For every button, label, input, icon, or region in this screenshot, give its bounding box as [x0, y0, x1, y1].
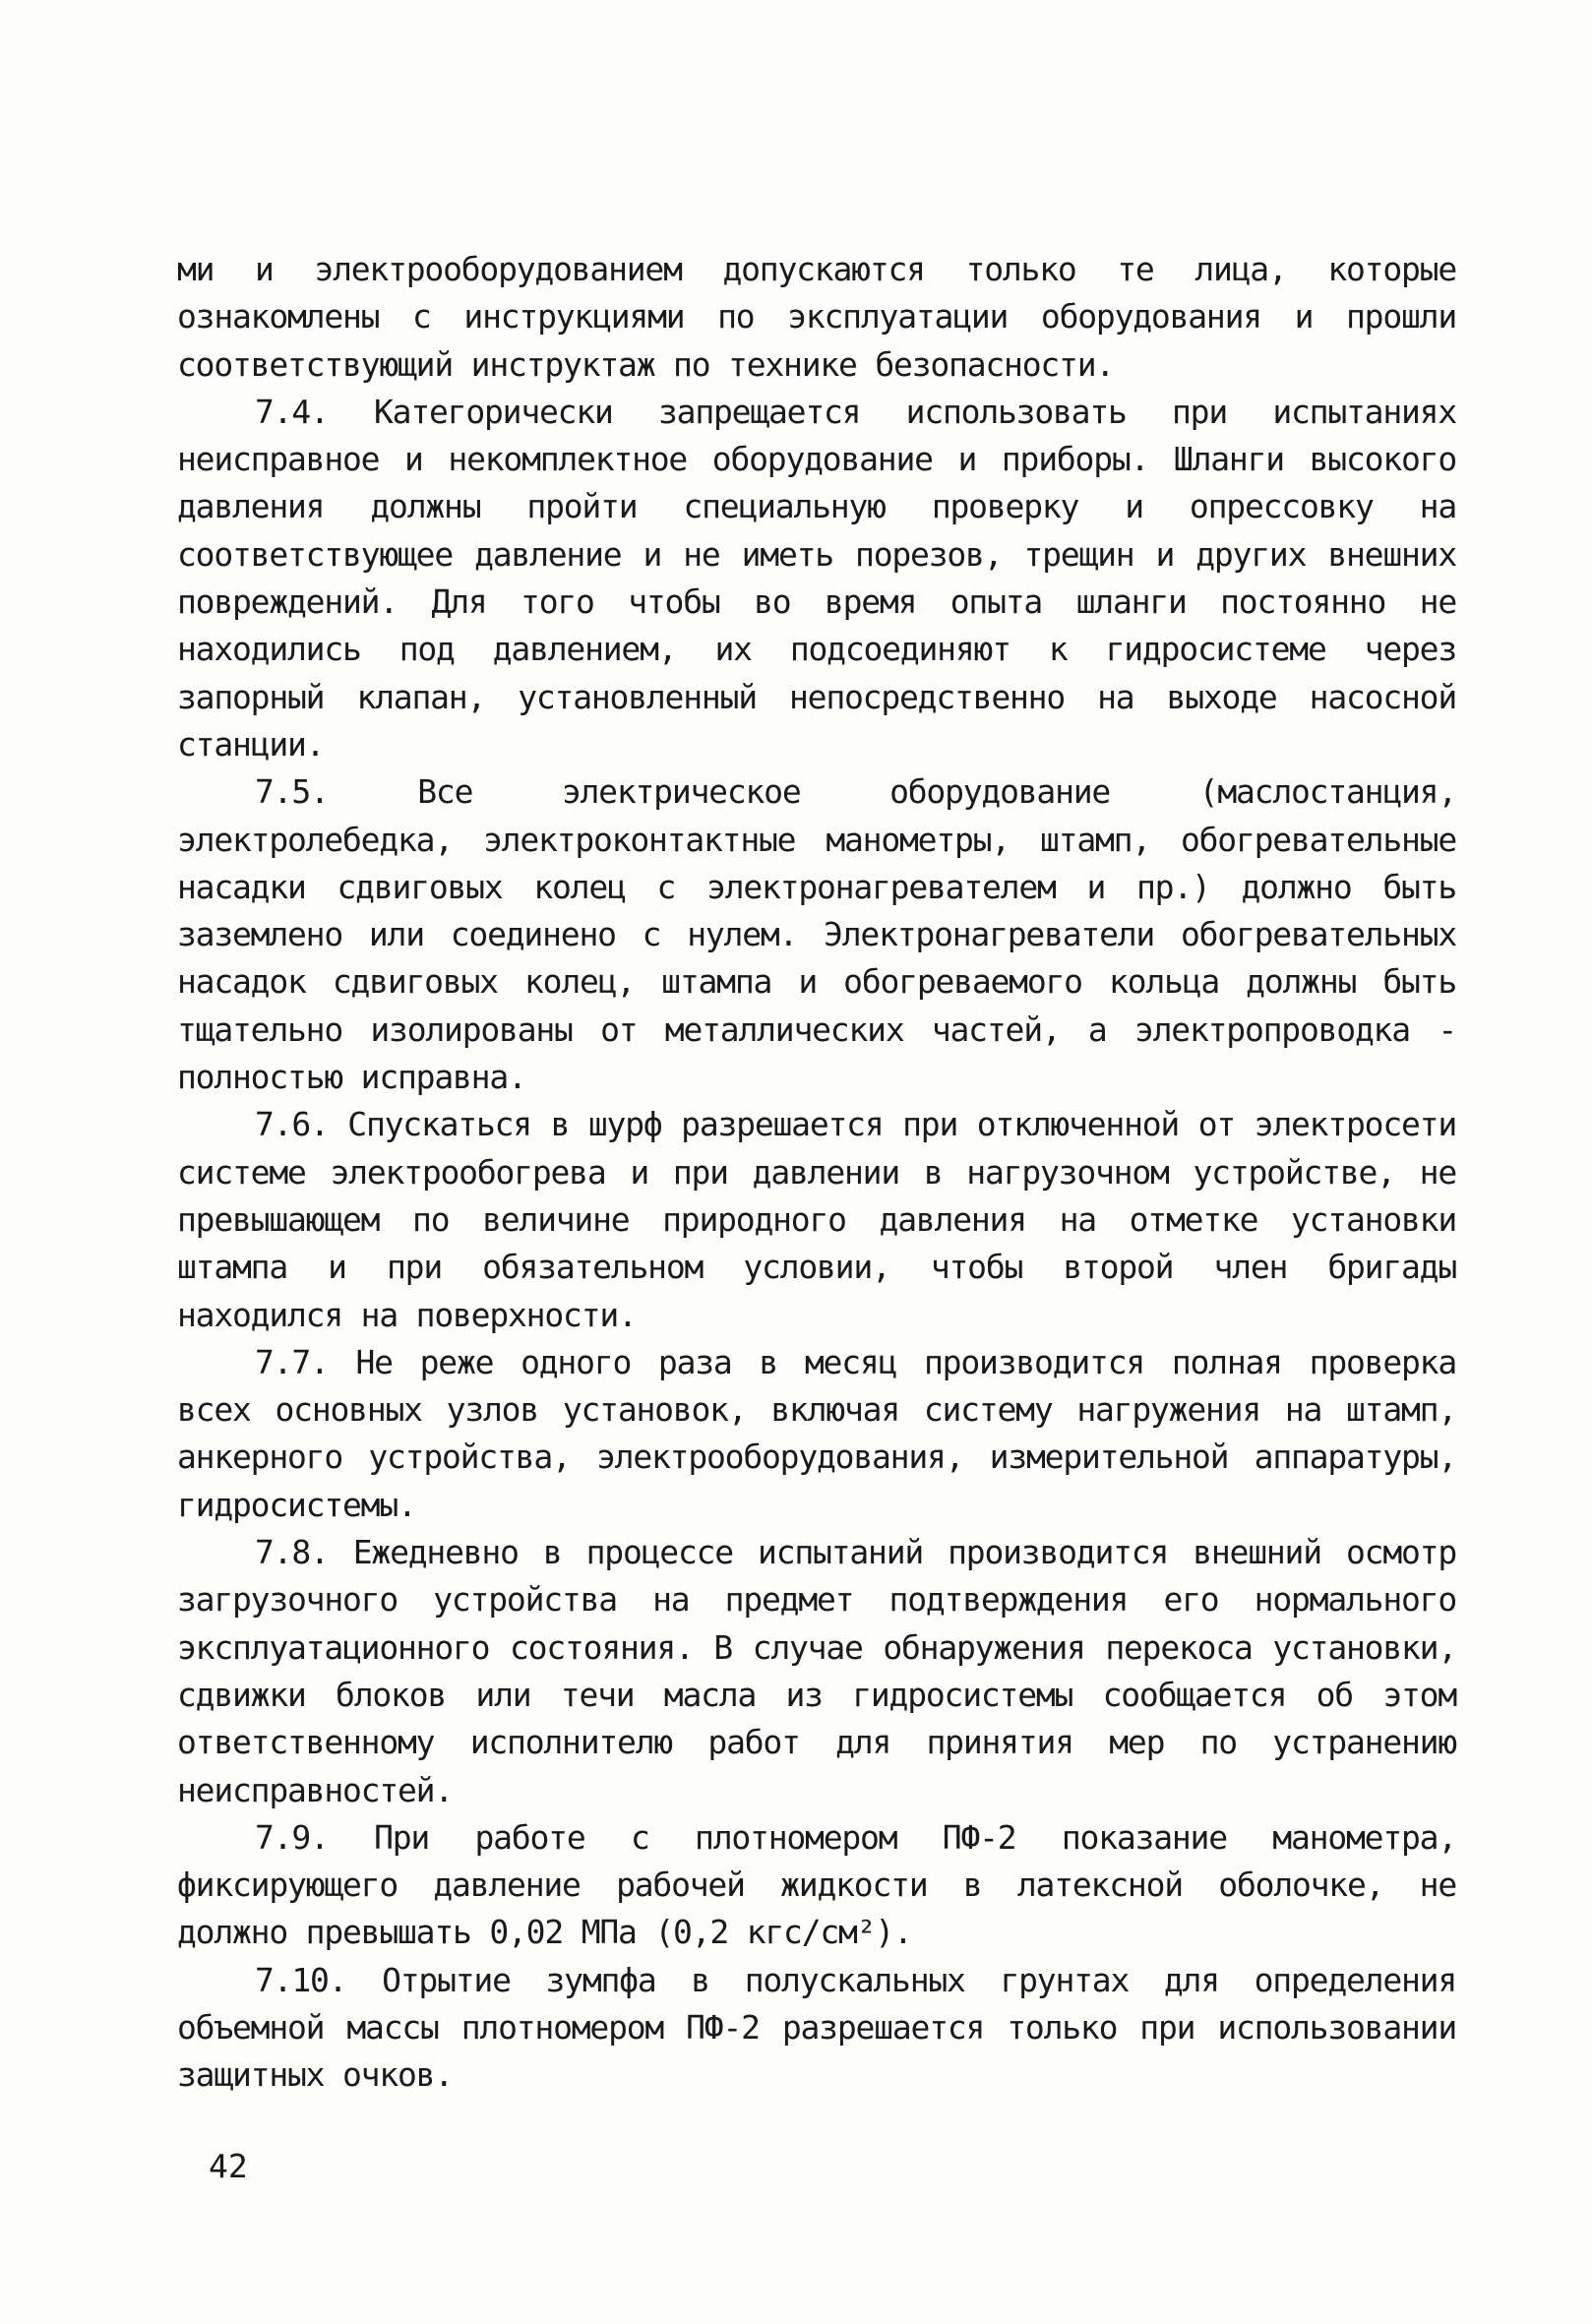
- paragraph-text: 7.7. Не реже одного раза в месяц производится полная проверка всех основных узлов установок, включая систему нагружения на штамп, анкерного устройства, электрооборудования, измерительной аппаратуры, гидросистемы.: [177, 1342, 1475, 1524]
- paragraph-text: 7.10. Отрытие зумпфа в полускальных грунтах для определения объемной массы плотномером ПФ-2 разрешается только при использовании защитных очков.: [177, 1960, 1475, 2095]
- paragraph-text: 7.6. Спускаться в шурф разрешается при отключенной от электросети системе электрообогрева и при давлении в нагрузочном устройстве, не превышающем по величине природного давления на отметке установки штампа и при обязательном условии, чтобы второй член бригады находился на поверхности.: [177, 1105, 1475, 1334]
- paragraph-7-7: [177, 1339, 1475, 1529]
- paragraph-continuation: [177, 246, 1475, 389]
- paragraph-text: 7.9. При работе с плотномером ПФ-2 показание манометра, фиксирующего давление рабочей жидкости в латексной оболочке, не должно превышать 0,02 МПа (0,2 кгс/см²).: [177, 1817, 1475, 1952]
- body-text: [177, 246, 1475, 2100]
- paragraph-text: 7.4. Категорически запрещается использовать при испытаниях неисправное и некомплектное оборудование и приборы. Шланги высокого давления должны пройти специальную проверку и опрессовку на соответствующее давление и не иметь порезов, трещин и других внешних повреждений. Для того чтобы во время опыта шланги постоянно не находились под давлением, их подсоединяют к гидросистеме через запорный клапан, установленный непосредственно на выходе насосной станции.: [177, 392, 1475, 764]
- paragraph-text: 7.8. Ежедневно в процессе испытаний производится внешний осмотр загрузочного устройства на предмет подтверждения его нормального эксплуатационного состояния. В случае обнаружения перекоса установки, сдвижки блоков или течи масла из гидросистемы сообщается об этом ответственному исполнителю работ для принятия мер по устранению неисправностей.: [177, 1533, 1475, 1809]
- paragraph-7-8: [177, 1529, 1475, 1814]
- paragraph-text: 7.5. Все электрическое оборудование (маслостанция, электролебедка, электроконтактные манометры, штамп, обогревательные насадки сдвиговых колец с электронагревателем и пр.) должно быть заземлено или соединено с нулем. Электронагреватели обогревательных насадок сдвиговых колец, штампа и обогреваемого кольца должны быть тщательно изолированы от металлических частей, а электропроводка - полностью исправна.: [177, 772, 1475, 1097]
- paragraph-text: ми и электрооборудованием допускаются только те лица, которые ознакомлены с инструкциями по эксплуатации оборудования и прошли соответствующий инструктаж по технике безопасности.: [177, 250, 1475, 384]
- paragraph-7-5: [177, 768, 1475, 1101]
- paragraph-7-9: [177, 1814, 1475, 1957]
- paragraph-7-10: [177, 1957, 1475, 2100]
- paragraph-7-6: [177, 1101, 1475, 1338]
- paragraph-7-4: [177, 389, 1475, 768]
- page-number: 42: [209, 2147, 248, 2185]
